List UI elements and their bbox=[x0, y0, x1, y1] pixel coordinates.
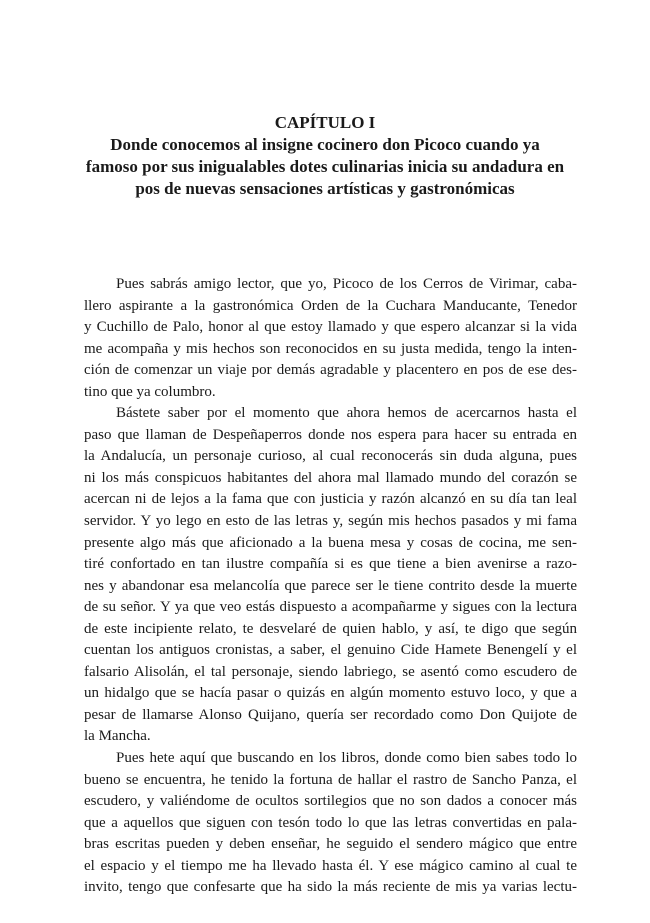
text-line: la Mancha. bbox=[84, 728, 151, 745]
text-line: paso que llaman de Despeñaperros donde nos espera para hacer su entrada en bbox=[84, 426, 577, 443]
chapter-subtitle-line: pos de nuevas sensaciones artísticas y gastronómicas bbox=[135, 179, 515, 198]
chapter-subtitle bbox=[80, 134, 570, 200]
text-line: cuentan los antiguos cronistas, a saber, el genuino Cide Hamete Benengelí y el bbox=[84, 642, 577, 659]
text-line: presente algo más que aficionado a la buena mesa y cosas de cocina, me sen- bbox=[84, 534, 577, 551]
text-line: ni los más conspicuos habitantes del ahora mal llamado mundo del corazón se bbox=[84, 469, 577, 486]
text-line: bueno se encuentra, he tenido la fortuna de hallar el rastro de Sancho Panza, el bbox=[84, 771, 577, 788]
text-line: la Andalucía, un personaje curioso, al cual reconocerás sin duda alguna, pues bbox=[84, 448, 577, 465]
text-line: Pues sabrás amigo lector, que yo, Picoco de los Cerros de Virimar, caba- bbox=[116, 276, 577, 292]
text-line: que a aquellos que siguen con tesón todo lo que las letras convertidas en pala- bbox=[84, 814, 577, 831]
text-line: nes y abandonar esa melancolía que parece ser le tiene contrito desde la muerte bbox=[84, 577, 577, 594]
text-line: invito, tengo que confesarte que ha sido la más reciente de mis ya varias lectu- bbox=[84, 879, 577, 896]
text-line: me acompaña y mis hechos son reconocidos en su justa medida, tengo la inten- bbox=[84, 340, 577, 357]
text-line: pesar de llamarse Alonso Quijano, quería ser recordado como Don Quijote de bbox=[84, 706, 577, 723]
body-text bbox=[84, 274, 577, 899]
paragraph-1 bbox=[84, 274, 577, 403]
chapter-number: CAPÍTULO I bbox=[274, 113, 376, 132]
text-line: y Cuchillo de Palo, honor al que estoy llamado y que espero alcanzar si la vida bbox=[84, 319, 577, 336]
text-line: falsario Alisolán, el tal personaje, siendo labriego, se asentó como escudero de bbox=[84, 663, 577, 680]
paragraph-3 bbox=[84, 748, 577, 899]
chapter-heading bbox=[80, 112, 570, 200]
text-line: Bástete saber por el momento que ahora hemos de acercarnos hasta el bbox=[116, 405, 577, 422]
text-line: de su señor. Y ya que veo estás dispuesto a acompañarme y sigues con la lectura bbox=[84, 599, 577, 616]
chapter-subtitle-line: Donde conocemos al insigne cocinero don Picoco cuando ya bbox=[110, 135, 540, 154]
text-line: bras escritas pueden y deben enseñar, he seguido el sendero mágico que entre bbox=[84, 836, 577, 853]
text-line: Pues hete aquí que buscando en los libros, donde como bien sabes todo lo bbox=[116, 750, 577, 767]
text-line: de este incipiente relato, te desvelaré de quien hablo, y así, te digo que según bbox=[84, 620, 577, 637]
text-line: acercan ni de lejos a la fama que con justicia y razón alcanzó en su día tan leal bbox=[84, 491, 577, 508]
chapter-subtitle-line: famoso por sus inigualables dotes culinarias inicia su andadura en bbox=[85, 157, 565, 176]
text-line: escudero, y valiéndome de ocultos sortilegios que no son dados a conocer más bbox=[84, 793, 577, 810]
text-line: tino que ya columbro. bbox=[84, 383, 216, 400]
paragraph-2 bbox=[84, 403, 577, 748]
text-line: el espacio y el tiempo me ha llevado hasta él. Y ese mágico camino al cual te bbox=[84, 857, 577, 874]
text-line: servidor. Y yo lego en esto de las letras y, según mis hechos pasados y mi fama bbox=[84, 513, 577, 530]
text-line: llero aspirante a la gastronómica Orden de la Cuchara Manducante, Tenedor bbox=[84, 297, 577, 314]
text-line: tiré confortado en tan ilustre compañía si es que tiene a bien avenirse a razo- bbox=[84, 556, 577, 573]
text-line: un hidalgo que se hacía pasar o quizás en algún momento estuvo loco, y que a bbox=[84, 685, 577, 702]
text-line: ción de comenzar un viaje por demás agradable y placentero en pos de ese des- bbox=[84, 362, 577, 379]
